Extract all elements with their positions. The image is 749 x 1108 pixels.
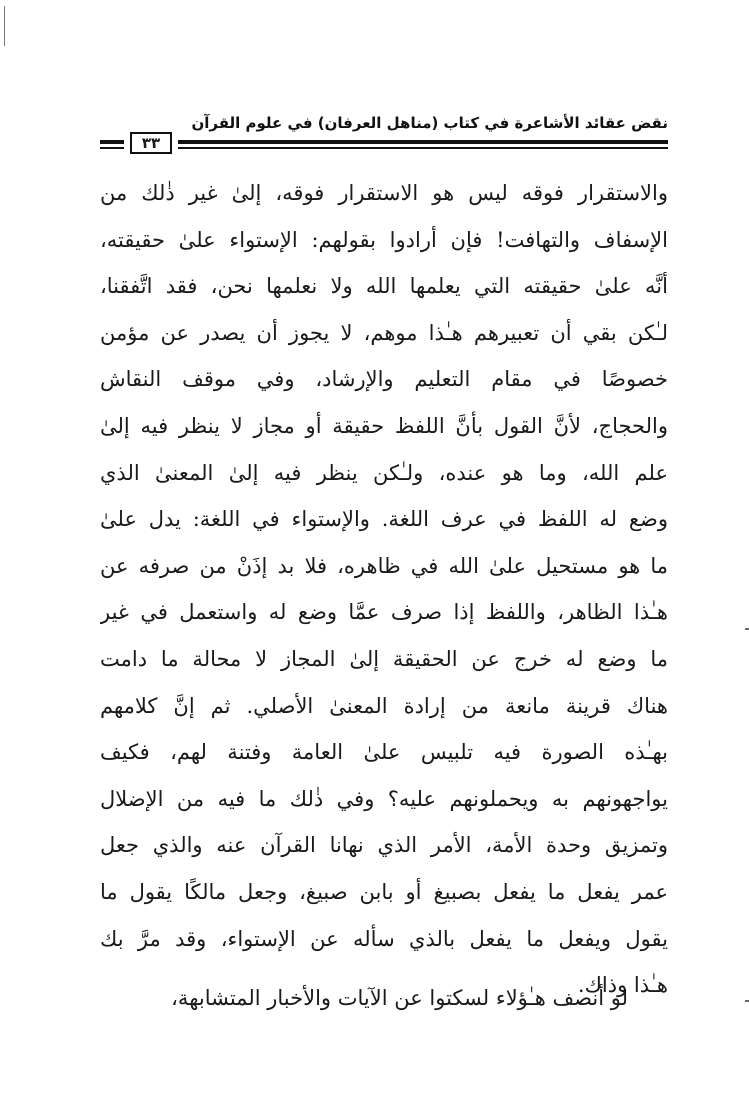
text-line: أنَّه علىٰ حقيقته التي يعلمها الله ولا نعلمها نحن، فقد اتَّفقنا، [100,274,668,299]
text-line: الإسفاف والتهافت! فإن أرادوا بقولهم: الإستواء علىٰ حقيقته، [100,227,668,252]
text-line: وضع له اللفظ في عرف اللغة. والإستواء في اللغة: يدل علىٰ [100,507,668,532]
text-line: علم الله، وما هو عنده، ولـٰكن ينظر فيه إلىٰ المعنىٰ الذي [100,460,668,485]
text-line: ما وضع له خرج عن الحقيقة إلىٰ المجاز لا محالة ما دامت [100,646,668,671]
body-paragraph [100,170,668,1009]
text-line: والحجاج، لأنَّ القول بأنَّ اللفظ حقيقة أو مجاز لا ينظر فيه إلىٰ [100,413,668,438]
page-number: ٣٣ [130,132,172,154]
text-line: هـٰذا الظاهر، واللفظ إذا صرف عمَّا وضع له واستعمل في غير [100,600,668,625]
text-line: ما هو مستحيل علىٰ الله في ظاهره، فلا بد إذَنْ من صرفه عن [100,553,668,578]
text-line: لـٰكن بقي أن تعبيرهم هـٰذا موهم، لا يجوز أن يصدر عن مؤمن [100,320,668,345]
text-line: يواجهونهم به ويحملونهم عليه؟ وفي ذٰلك ما فيه من الإضلال [100,786,668,811]
text-line: وتمزيق وحدة الأمة، الأمر الذي نهانا القرآن عنه والذي جعل [100,833,668,858]
scan-edge-mark [4,6,5,46]
text-line: هناك قرينة مانعة من إرادة المعنىٰ الأصلي. ثم إنَّ كلامهم [100,693,668,718]
text-line: بهـٰذه الصورة فيه تلبيس علىٰ العامة وفتنة لهم، فكيف [100,740,668,765]
header-rule-left-thick [100,140,124,144]
header-rule-thick [178,140,668,144]
text-line: لو أنصف هـٰؤلاء لسكتوا عن الآيات والأخبار المتشابهة، [171,986,628,1010]
running-header [100,110,668,160]
text-line: يقول ويفعل ما يفعل بالذي سأله عن الإستواء، وقد مرَّ بك [100,926,668,951]
margin-tick [745,628,749,630]
running-header-title: نقض عقائد الأشاعرة في كتاب (مناهل العرفان) في علوم القرآن [191,114,668,132]
second-paragraph [100,975,668,1022]
header-rule-thin [178,147,668,149]
text-line: عمر يفعل ما يفعل بصبيغ أو بابن صبيغ، وجعل مالكًا يقول ما [100,879,668,904]
margin-tick [745,1000,749,1002]
text-line: والاستقرار فوقه ليس هو الاستقرار فوقه، إلىٰ غير ذٰلك من [100,181,668,205]
header-rule-left-thin [100,147,124,149]
text-line: خصوصًا في مقام التعليم والإرشاد، وفي موقف النقاش [100,367,668,392]
text-line-last: هـٰذا وذاك. [577,973,668,998]
